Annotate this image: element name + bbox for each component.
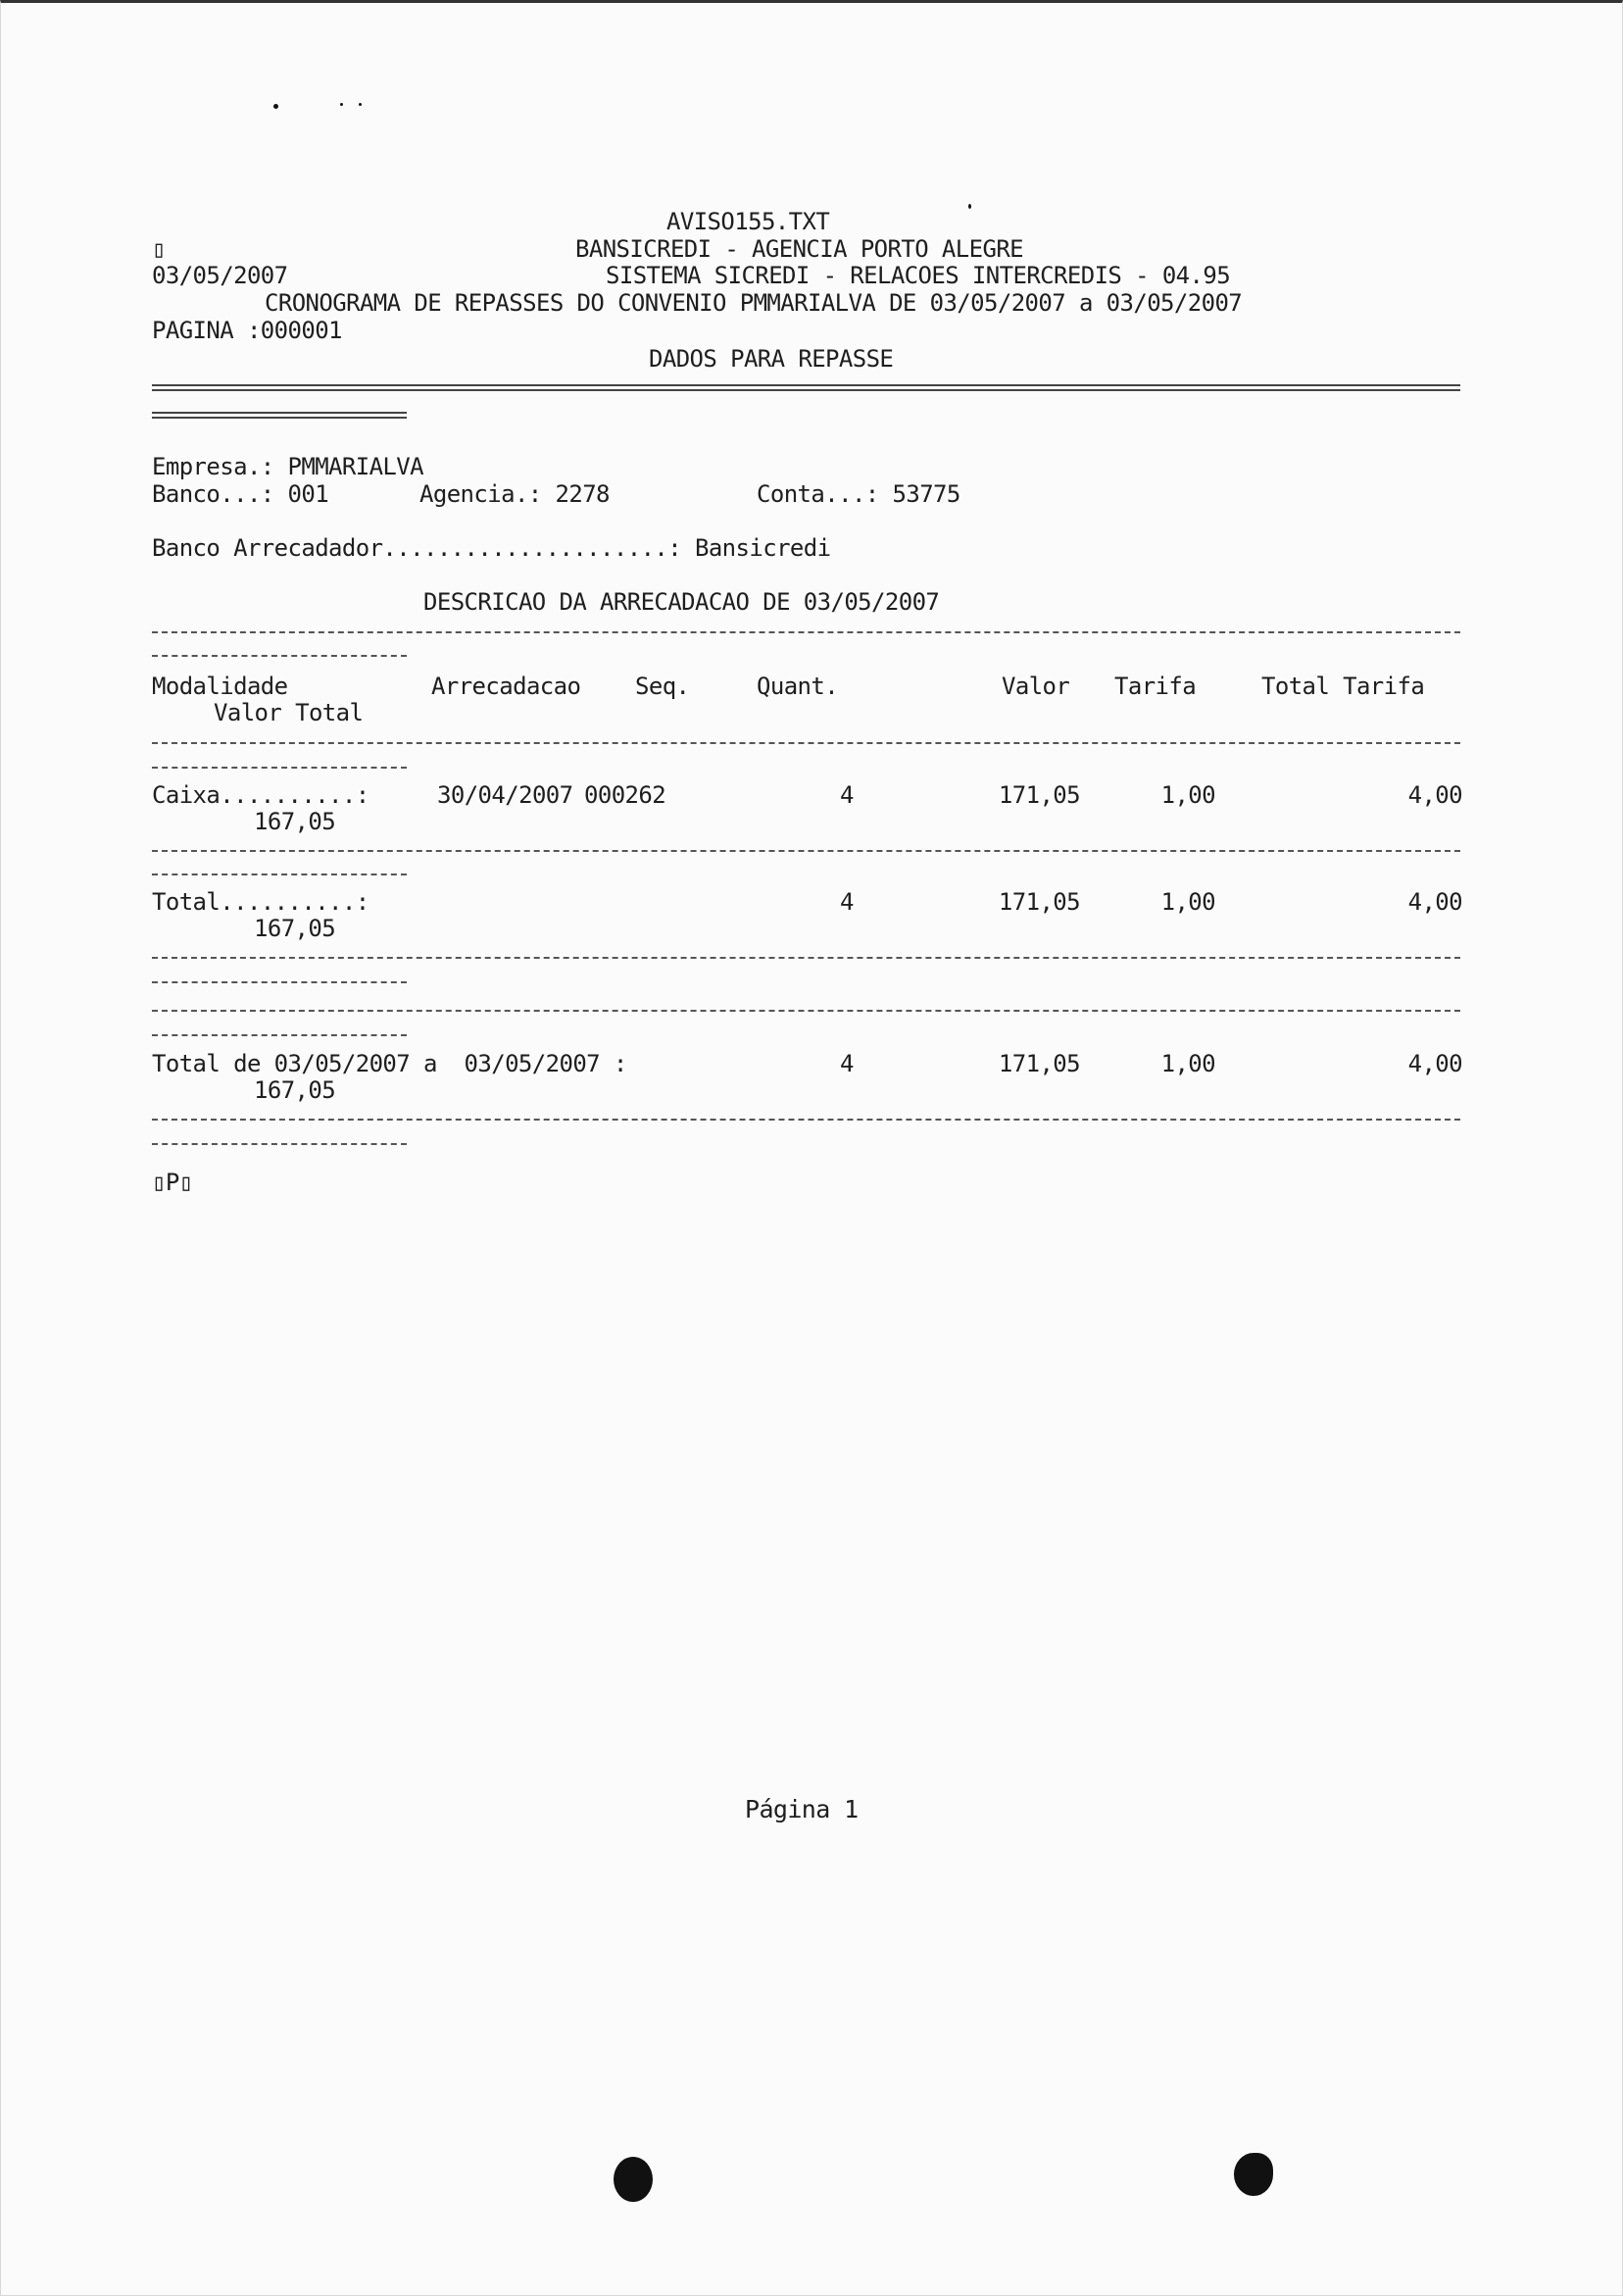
scan-speck	[273, 104, 278, 109]
file-name: AVISO155.TXT	[666, 208, 830, 235]
punch-hole	[614, 2157, 653, 2202]
double-rule	[152, 384, 1460, 391]
dashed-rule-continuation	[152, 1034, 407, 1036]
double-rule-continuation	[152, 412, 407, 419]
header-valor: Valor	[1002, 673, 1070, 700]
row-quant: 4	[840, 888, 854, 916]
dashed-rule	[152, 957, 1460, 959]
scan-speck	[968, 204, 971, 209]
row-arrecadacao-date: 30/04/2007	[437, 781, 573, 809]
row-valor: 171,05	[998, 888, 1080, 916]
scan-speck	[359, 103, 362, 106]
row-quant: 4	[840, 1050, 854, 1077]
dashed-rule	[152, 850, 1460, 852]
conta-line: Conta...: 53775	[757, 480, 960, 508]
dashed-rule-continuation	[152, 981, 407, 983]
row-label: Total de 03/05/2007 a 03/05/2007 :	[152, 1050, 627, 1077]
row-total-tarifa: 4,00	[1407, 1050, 1462, 1077]
page-number-line: PAGINA :000001	[152, 317, 342, 344]
end-marker: ▯P▯	[152, 1169, 193, 1196]
header-arrecadacao: Arrecadacao	[431, 673, 581, 700]
header-modalidade: Modalidade	[152, 673, 288, 700]
row-seq: 000262	[584, 781, 666, 809]
header-total-tarifa: Total Tarifa	[1261, 673, 1425, 700]
row-valor: 171,05	[998, 1050, 1080, 1077]
agencia-line: Agencia.: 2278	[419, 480, 610, 508]
row-valor-total: 167,05	[254, 1076, 336, 1104]
box-character: ▯	[152, 235, 166, 263]
header-tarifa: Tarifa	[1114, 673, 1197, 700]
report-date: 03/05/2007	[152, 262, 288, 289]
row-valor-total: 167,05	[254, 808, 336, 835]
dashed-rule	[152, 1119, 1460, 1121]
row-valor: 171,05	[998, 781, 1080, 809]
dashed-rule	[152, 631, 1460, 633]
punch-hole	[1234, 2153, 1273, 2196]
description-title: DESCRICAO DA ARRECADACAO DE 03/05/2007	[423, 588, 940, 616]
row-total-tarifa: 4,00	[1407, 888, 1462, 916]
banco-line: Banco...: 001	[152, 480, 329, 508]
dashed-rule	[152, 1010, 1460, 1012]
arrecadador-line: Banco Arrecadador.....................: Bansicredi	[152, 534, 831, 562]
dashed-rule-continuation	[152, 767, 407, 769]
section-title: DADOS PARA REPASSE	[649, 345, 894, 373]
header-valor-total: Valor Total	[214, 699, 364, 726]
system-line: SISTEMA SICREDI - RELACOES INTERCREDIS - 04.95	[606, 262, 1231, 289]
row-tarifa: 1,00	[1160, 781, 1215, 809]
dashed-rule-continuation	[152, 1143, 407, 1145]
dashed-rule	[152, 742, 1460, 744]
page-footer-label: Página 1	[745, 1795, 859, 1823]
header-seq: Seq.	[635, 673, 690, 700]
row-quant: 4	[840, 781, 854, 809]
report-title: CRONOGRAMA DE REPASSES DO CONVENIO PMMARIALVA DE 03/05/2007 a 03/05/2007	[265, 289, 1243, 317]
dashed-rule-continuation	[152, 655, 407, 657]
row-valor-total: 167,05	[254, 915, 336, 942]
row-total-tarifa: 4,00	[1407, 781, 1462, 809]
row-label: Caixa..........:	[152, 781, 369, 809]
bank-agency-line: BANSICREDI - AGENCIA PORTO ALEGRE	[575, 235, 1024, 263]
empresa-line: Empresa.: PMMARIALVA	[152, 453, 423, 480]
row-tarifa: 1,00	[1160, 888, 1215, 916]
row-tarifa: 1,00	[1160, 1050, 1215, 1077]
header-quant: Quant.	[757, 673, 839, 700]
scan-speck	[340, 103, 343, 106]
row-label: Total..........:	[152, 888, 369, 916]
dashed-rule-continuation	[152, 873, 407, 875]
